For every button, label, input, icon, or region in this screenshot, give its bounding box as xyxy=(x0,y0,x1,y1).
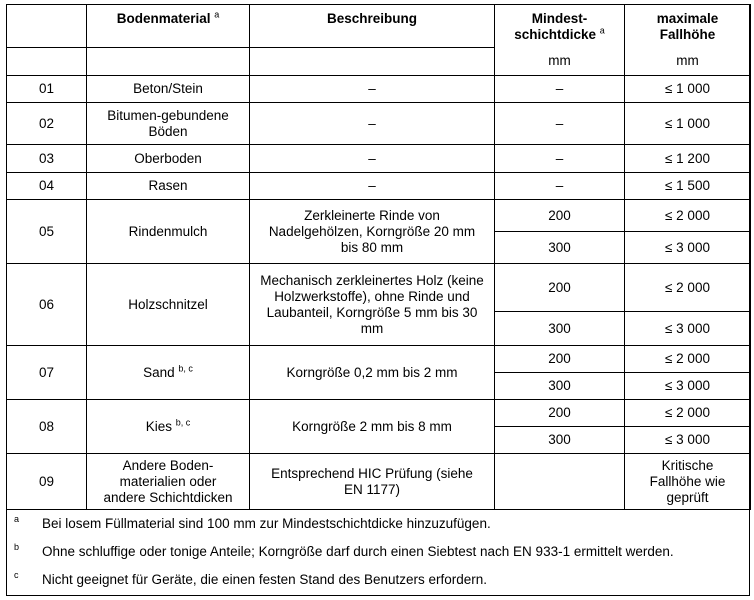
footnotes xyxy=(6,512,750,596)
table-row: 09 Andere Boden-materialien oder andere Schichtdicken Entsprechend HIC Prüfung (siehe EN 1177) Kritische Fallhöhe wie geprüft xyxy=(7,454,751,510)
table-row: 04 Rasen – – ≤ 1 500 xyxy=(7,173,751,200)
header-material: Bodenmaterial $^a$ xyxy=(87,5,250,48)
header-thickness-unit: mm xyxy=(495,48,625,76)
table-row: 05 Rindenmulch Zerkleinerte Rinde von Nadelgehölzen, Korngröße 20 mm bis 80 mm 200 ≤ 2 000 xyxy=(7,200,751,232)
table-row: 07 Sand $^{b, c}$ Korngröße 0,2 mm bis 2 mm 200 ≤ 2 000 xyxy=(7,346,751,373)
table-row: 03 Oberboden – – ≤ 1 200 xyxy=(7,145,751,173)
table-row: 300 ≤ 3 000 xyxy=(7,427,751,454)
footnote-c: c Nicht geeignet für Geräte, die einen festen Stand des Benutzers erfordern. xyxy=(14,570,488,587)
table-row: 02 Bitumen-gebundene Böden – – ≤ 1 000 xyxy=(7,103,751,145)
footnote-a: a Bei losem Füllmaterial sind 100 mm zur Mindestschichtdicke hinzuzufügen. xyxy=(14,514,491,531)
header-description: Beschreibung xyxy=(250,5,495,48)
surfacing-materials-table xyxy=(6,4,751,510)
footnote-b: b Ohne schluffige oder tonige Anteile; Korngröße darf durch einen Siebtest nach EN 933-1 ermittelt werden. xyxy=(14,542,674,559)
table-row: 06 Holzschnitzel Mechanisch zerkleinertes Holz (keine Holzwerkstoffe), ohne Rinde und Laubanteil, Korngröße 5 mm bis 30 mm 200 ≤ 2 000 xyxy=(7,264,751,312)
table-row: 300 ≤ 3 000 xyxy=(7,232,751,264)
header-number xyxy=(7,5,87,48)
header-height-unit: mm xyxy=(625,48,751,76)
table-row: 01 Beton/Stein – – ≤ 1 000 xyxy=(7,76,751,103)
header-thickness: Mindest-schichtdicke $^a$ xyxy=(495,5,625,48)
header-height: maximale Fallhöhe xyxy=(625,5,751,48)
table-row: 08 Kies $^{b, c}$ Korngröße 2 mm bis 8 mm 200 ≤ 2 000 xyxy=(7,400,751,427)
table-row: 300 ≤ 3 000 xyxy=(7,373,751,400)
table-row: 300 ≤ 3 000 xyxy=(7,312,751,346)
